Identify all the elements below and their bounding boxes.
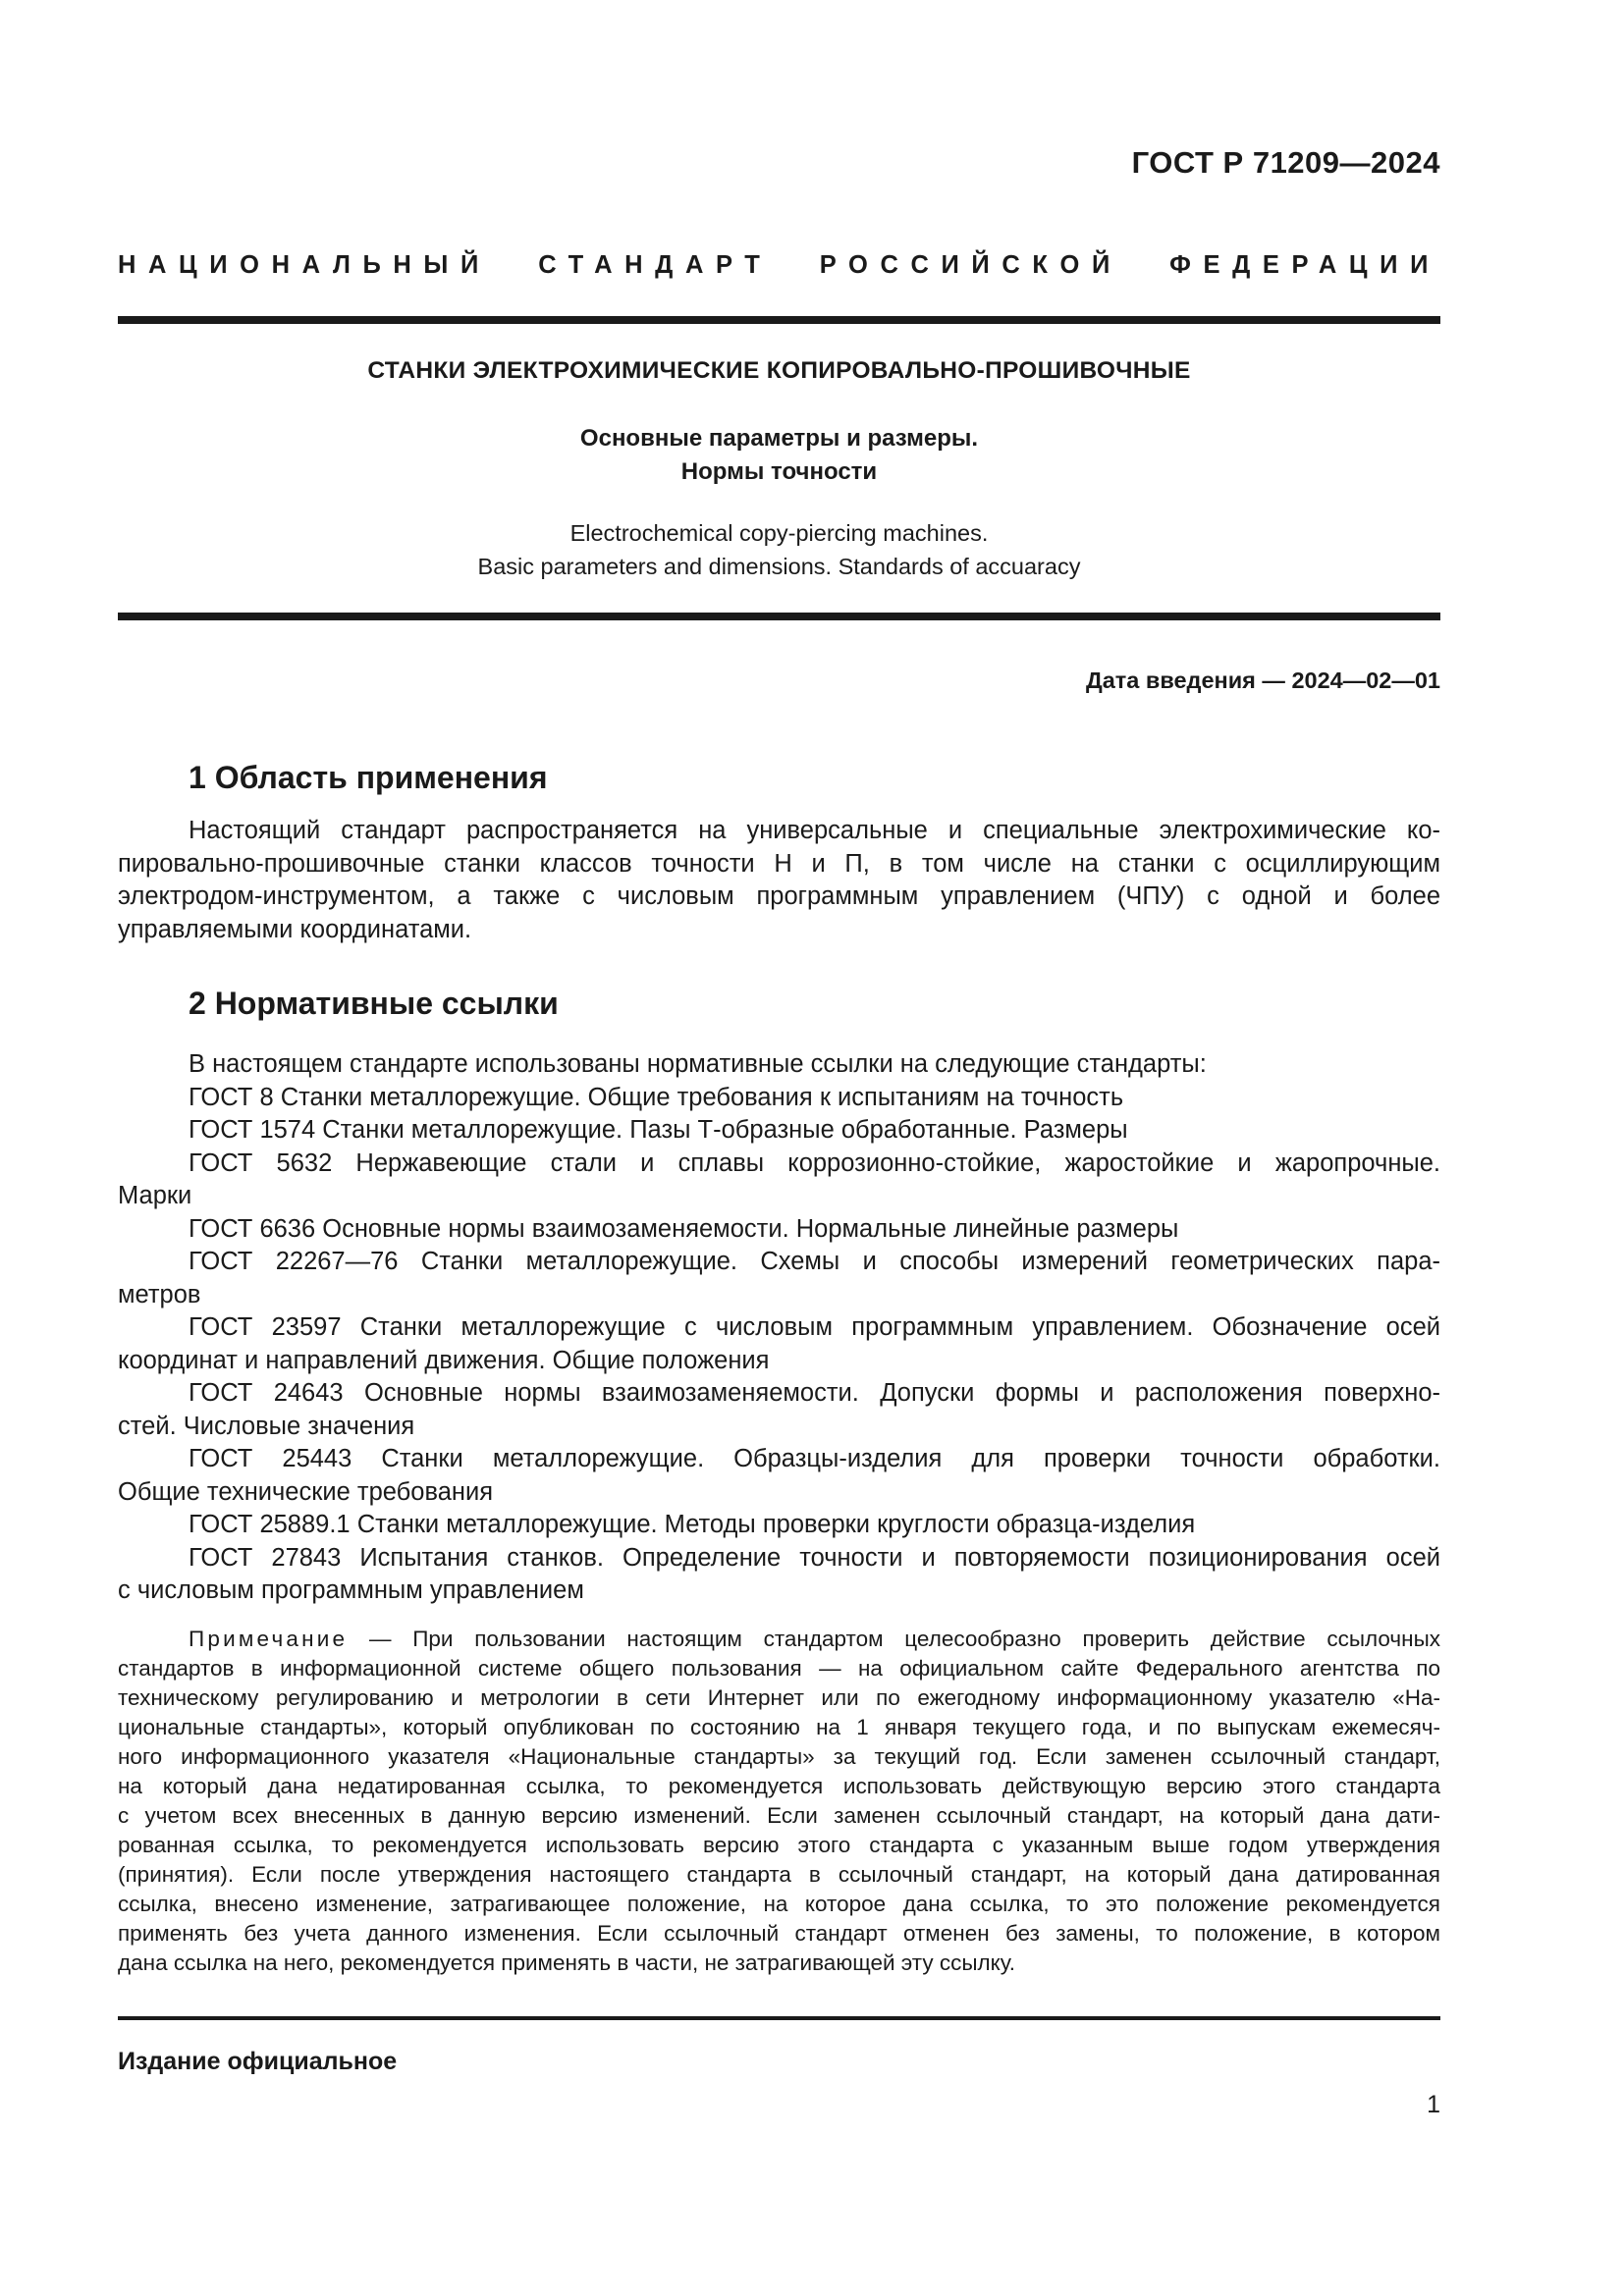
reference-item-continuation: метров [118, 1280, 201, 1308]
references-intro: В настоящем стандарте использованы нормативные ссылки на следующие стандарты: [189, 1050, 1207, 1078]
reference-item: ГОСТ 22267—76 Станки металлорежущие. Схемы и способы измерений геометрических пара- [189, 1248, 1440, 1275]
subtitle-line: Нормы точности [680, 458, 878, 485]
note-line: циональные стандарты», который опубликован по состоянию на 1 января текущего года, и по выпускам ежемесяч- [118, 1715, 1440, 1739]
document-page [118, 0, 1440, 2296]
note-line: техническому регулированию и метрологии в сети Интернет или по ежегодному информационному указателю «На- [118, 1685, 1440, 1710]
reference-item: ГОСТ 25443 Станки металлорежущие. Образцы-изделия для проверки точности обработки. [189, 1445, 1440, 1472]
note-line: на который дана недатированная ссылка, то рекомендуется использовать действующую версию этого стандарта [118, 1774, 1440, 1798]
official-edition-label: Издание официальное [118, 2048, 398, 2075]
document-subtitle [118, 422, 1440, 489]
reference-item: ГОСТ 6636 Основные нормы взаимозаменяемости. Нормальные линейные размеры [189, 1214, 1179, 1243]
note-line: дана ссылка на него, рекомендуется применять в части, не затрагивающей эту ссылку. [118, 1950, 1015, 1975]
note-first-line [118, 1625, 1440, 1654]
reference-item-continuation: Марки [118, 1182, 192, 1209]
subtitle-line: Основные параметры и размеры. [579, 425, 979, 452]
text-line: электродом-инструментом, а также с числовым программным управлением (ЧПУ) с одной и более [118, 882, 1440, 910]
national-standard-banner: НАЦИОНАЛЬНЫЙ СТАНДАРТ РОССИЙСКОЙ ФЕДЕРАЦИИ [118, 251, 1440, 279]
english-title-line: Electrochemical copy-piercing machines. [569, 520, 989, 546]
normative-references [118, 1048, 1440, 1608]
reference-item: ГОСТ 1574 Станки металлорежущие. Пазы Т-образные обработанные. Размеры [189, 1116, 1128, 1144]
note-line: стандартов в информационной системе общего пользования — на официальном сайте Федерального агентства по [118, 1656, 1440, 1681]
note-line: применять без учета данного изменения. Если ссылочный стандарт отменен без замены, то положение, в котором [118, 1921, 1440, 1946]
reference-item: ГОСТ 24643 Основные нормы взаимозаменяемости. Допуски формы и расположения поверхно- [189, 1379, 1440, 1407]
english-title-line: Basic parameters and dimensions. Standards of accuaracy [477, 554, 1081, 579]
reference-item-continuation: стей. Числовые значения [118, 1412, 415, 1440]
reference-item: ГОСТ 23597 Станки металлорежущие с числовым программным управлением. Обозначение осей [189, 1313, 1440, 1341]
introduction-date: Дата введения — 2024—02—01 [1085, 667, 1440, 693]
header-divider [118, 316, 1440, 324]
note-line: с учетом всех внесенных в данную версию изменений. Если заменен ссылочный стандарт, на который дана дати- [118, 1803, 1440, 1828]
text-line: Настоящий стандарт распространяется на универсальные и специальные электрохимические ко- [189, 817, 1440, 844]
note-text: — При пользовании настоящим стандартом целесообразно проверить действие ссылочных [348, 1627, 1440, 1651]
section-1-heading: 1 Область применения [189, 760, 548, 795]
reference-item: ГОСТ 27843 Испытания станков. Определение точности и повторяемости позиционирования осей [189, 1543, 1440, 1572]
reference-item: ГОСТ 8 Станки металлорежущие. Общие требования к испытаниям на точность [189, 1083, 1124, 1111]
english-title [118, 516, 1440, 583]
section-1-body [118, 815, 1440, 946]
note-line: ссылка, внесено изменение, затрагивающее положение, на которое дана ссылка, то это положение рекомендуется [118, 1892, 1440, 1916]
reference-item-continuation: координат и направлений движения. Общие положения [118, 1346, 770, 1374]
reference-item-continuation: Общие технические требования [118, 1477, 494, 1506]
footer-divider [118, 2016, 1440, 2020]
note-line: ного информационного указателя «Национальные стандарты» за текущий год. Если заменен ссылочный стандарт, [118, 1744, 1440, 1769]
document-number: ГОСТ Р 71209—2024 [1131, 145, 1440, 180]
title-divider [118, 613, 1440, 620]
section-2-heading: 2 Нормативные ссылки [189, 986, 559, 1021]
note-line: (принятия). Если после утверждения настоящего стандарта в ссылочный стандарт, на который дана датированная [118, 1862, 1440, 1887]
reference-item: ГОСТ 5632 Нержавеющие стали и сплавы коррозионно-стойкие, жаростойкие и жаропрочные. [189, 1148, 1440, 1177]
page-number: 1 [1427, 2091, 1440, 2118]
note-block [118, 1625, 1440, 1978]
note-line: рованная ссылка, то рекомендуется использовать версию этого стандарта с указанным выше годом утверждения [118, 1833, 1440, 1857]
text-line: пировально-прошивочные станки классов точности Н и П, в том числе на станки с осциллирующим [118, 849, 1440, 878]
text-line: управляемыми координатами. [118, 915, 472, 943]
note-label: Примечание [189, 1627, 349, 1651]
reference-item: ГОСТ 25889.1 Станки металлорежущие. Методы проверки круглости образца-изделия [189, 1511, 1196, 1538]
reference-item-continuation: с числовым программным управлением [118, 1576, 584, 1604]
document-title: СТАНКИ ЭЛЕКТРОХИМИЧЕСКИЕ КОПИРОВАЛЬНО-ПРОШИВОЧНЫЕ [367, 357, 1191, 384]
